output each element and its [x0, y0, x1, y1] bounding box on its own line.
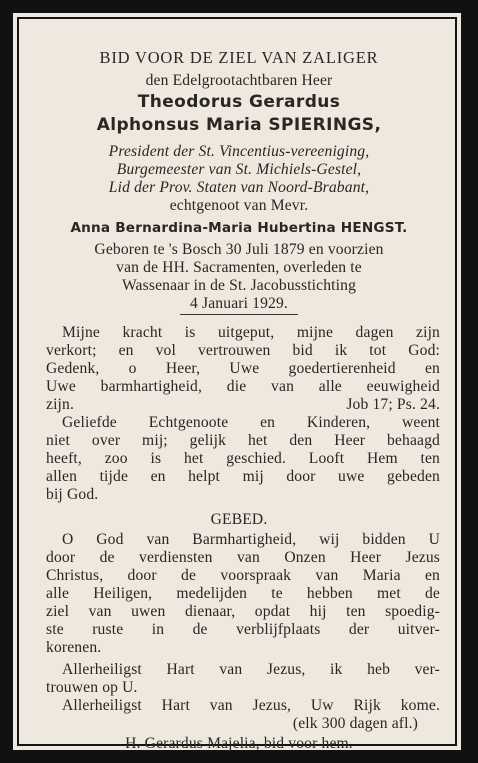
prayer-line-4: alle Heiligen, medelijden te hebben met de — [46, 585, 440, 602]
prayer-line-2: door de verdiensten van Onzen Heer Jezus — [46, 549, 440, 566]
verse-last-word: zijn. — [46, 396, 75, 413]
invocation-line-1: Allerheiligst Hart van Jezus, ik heb ver- — [62, 661, 440, 678]
prayer-line-5: ziel van uwen dienaar, opdat hij ten spoedig- — [46, 603, 440, 620]
farewell-line-3: heeft, zoo is het geschied. Looft Hem ten — [46, 450, 440, 467]
bio-line-4: 4 Januari 1929. — [190, 295, 288, 312]
verse-line-2: verkort; en vol vertrouwen bid ik tot God: — [46, 342, 440, 359]
title-line-3: Lid der Prov. Staten van Noord-Brabant, — [108, 179, 370, 196]
bio-line-3: Wassenaar in de St. Jacobusstichting — [121, 277, 357, 294]
verse-line-1: Mijne kracht is uitgeput, mijne dagen zijn — [62, 324, 440, 341]
card-heading: BID VOOR DE ZIEL VAN ZALIGER — [99, 48, 379, 67]
spouse-intro: echtgenoot van Mevr. — [169, 197, 309, 214]
deceased-name-line2: Alphonsus Maria SPIERINGS, — [96, 115, 382, 135]
title-line-1: President der St. Vincentius-vereeniging, — [108, 143, 370, 160]
prayer-line-7: korenen. — [46, 639, 102, 656]
deceased-name-line1: Theodorus Gerardus — [137, 92, 341, 112]
honorific-line: den Edelgrootachtbaren Heer — [145, 72, 333, 89]
prayer-line-6: ste ruste in de verblijfplaats der uitver- — [46, 621, 440, 638]
section-divider — [180, 314, 298, 315]
verse-line-4: Uwe barmhartigheid, die van alle eeuwigheid — [46, 378, 440, 395]
spouse-name: Anna Bernardina-Maria Hubertina HENGST. — [70, 220, 408, 236]
prayer-line-3: Christus, door de voorspraak van Maria en — [46, 567, 440, 584]
prayer-heading: GEBED. — [210, 511, 268, 528]
title-line-2: Burgemeester van St. Michiels-Gestel, — [116, 161, 362, 178]
indulgence-note: (elk 300 dagen afl.) — [292, 715, 418, 732]
verse-line-3: Gedenk, o Heer, Uwe goedertierenheid en — [46, 360, 440, 377]
invocation-line-2: trouwen op U. — [46, 679, 138, 696]
closing-invocation: H. Gerardus Majelia, bid voor hem. — [125, 735, 353, 752]
bio-line-2: van de HH. Sacramenten, overleden te — [116, 259, 362, 276]
prayer-line-1: O God van Barmhartigheid, wij bidden U — [62, 531, 440, 548]
farewell-line-1: Geliefde Echtgenoote en Kinderen, weent — [62, 414, 440, 431]
verse-line-5 — [46, 395, 440, 414]
farewell-line-5: bij God. — [46, 486, 99, 503]
invocation-line-3: Allerheiligst Hart van Jezus, Uw Rijk kome. — [62, 697, 440, 714]
farewell-line-4: allen tijde en helpt mij door uwe gebeden — [46, 468, 440, 485]
bio-line-1: Geboren te 's Bosch 30 Juli 1879 en voorzien — [94, 241, 384, 258]
farewell-line-2: niet over mij; gelijk het den Heer behaagd — [46, 432, 440, 449]
scripture-reference: Job 17; Ps. 24. — [346, 396, 440, 413]
